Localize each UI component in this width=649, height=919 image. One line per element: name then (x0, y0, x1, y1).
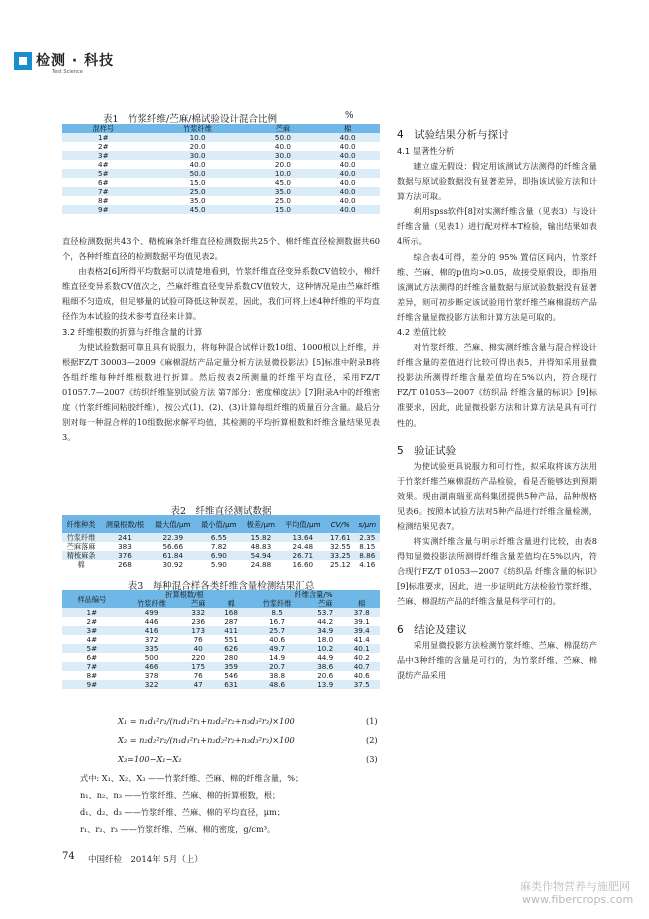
table-cell: 32.55 (326, 542, 355, 551)
table2-row (62, 533, 380, 542)
table-cell: 2# (62, 142, 145, 151)
table2-header: CV/% (330, 519, 350, 529)
table3-row (62, 635, 380, 644)
table-cell: 335 (122, 644, 182, 653)
table-cell: 9# (62, 680, 122, 689)
table-cell: 24.88 (242, 560, 280, 569)
table2-header: 极差/μm (246, 519, 276, 529)
paragraph: 将实测纤维含量与明示纤维含量进行比较，由表8得知显微投影法所测得纤维含量差值均在5%以内，符合现行FZ/T 01053—2007《纺织品 纤维含量的标识》[9]标准要求，因此，进一步证明此方法检验竹浆纤维、苎麻、棉混纺产品的纤维含量是科学可行的。 (397, 536, 597, 607)
table-cell: 56.66 (150, 542, 196, 551)
watermark-url: www.fibercrops.com (522, 893, 634, 906)
table-cell: 8.5 (247, 608, 307, 617)
table-cell: 8.15 (355, 542, 380, 551)
table-cell: 76 (181, 671, 215, 680)
equation-number: (2) (366, 735, 378, 745)
table-cell: 6.90 (196, 551, 242, 560)
table-cell: 40.1 (343, 644, 380, 653)
table-cell: 13.9 (307, 680, 343, 689)
table-cell: 30.92 (150, 560, 196, 569)
table3-group-header: 纤维含量/% (294, 590, 333, 599)
paragraph: 由表格2[6]所得平均数据可以清楚地看到，竹浆纤维直径变异系数CV值较小，棉纤维直径变异系数CV值次之，苎麻纤维直径变异系数CV值较大，这种情况是由苎麻纤维粗细不匀造成，但足够量的试验可降低这种误差，因此，我们可将上述4种纤维的平均直径作为本试验的技术参考直径来计算。 (62, 266, 380, 322)
table-cell: 40.0 (315, 160, 380, 169)
table-cell: 22.39 (150, 533, 196, 542)
table-cell: 40.0 (315, 196, 380, 205)
journal-info: 中国纤检 2014年 5月（上） (88, 855, 203, 865)
table-cell: 45.0 (251, 178, 316, 187)
table-cell: 500 (122, 653, 182, 662)
table-cell: 39.4 (343, 626, 380, 635)
table-cell: 7.82 (196, 542, 242, 551)
table-cell: 280 (215, 653, 247, 662)
table-cell: 竹浆纤维 (62, 533, 100, 542)
table3-subheader: 竹浆纤维 (137, 599, 166, 608)
table-cell: 精梳麻条 (62, 551, 100, 560)
table-cell: 40.0 (315, 169, 380, 178)
table-cell: 173 (181, 626, 215, 635)
table-cell: 35.0 (251, 187, 316, 196)
table-cell: 25.0 (251, 196, 316, 205)
table1-header: 竹浆纤维 (183, 124, 212, 133)
table-cell: 48.83 (242, 542, 280, 551)
table-cell: 376 (100, 551, 149, 560)
table2-header: 最大值/μm (154, 519, 191, 529)
definition-line: 式中: X₁、X₂、X₃ ——竹浆纤维、苎麻、棉的纤维含量，%； (80, 773, 304, 783)
table-cell: 168 (215, 608, 247, 617)
table3-row (62, 680, 380, 689)
definition-line: r₁、r₂、r₃ ——竹浆纤维、苎麻、棉的密度，g/cm³。 (80, 824, 276, 834)
table-cell: 40.7 (343, 662, 380, 671)
paragraph: 利用spss软件[8]对实测纤维含量（见表3）与设计纤维含量（见表1）进行配对样本T检验，输出结果如表4所示。 (397, 206, 597, 247)
table-cell: 15.0 (251, 205, 316, 214)
table3-row (62, 626, 380, 635)
table-cell: 49.7 (247, 644, 307, 653)
table-cell: 38.6 (307, 662, 343, 671)
table-cell: 44.9 (307, 653, 343, 662)
table-cell: 50.0 (251, 133, 316, 142)
table-cell: 466 (122, 662, 182, 671)
table-cell: 3# (62, 626, 122, 635)
table-cell: 20.0 (145, 142, 251, 151)
paragraph: 为使试验更具说服力和可行性，拟采取将该方法用于竹浆纤维苎麻棉混纺产品检验，看是否能够达到预期效果。现由湖南瑞亚高科集团提供5种产品，品种规格见表6。按照本试验方法对5种产品进行纤维含量检测，检测结果见表7。 (397, 460, 597, 531)
table2-caption: 表2 纤维直径测试数据 (170, 506, 272, 517)
table-cell: 2# (62, 617, 122, 626)
table3-row (62, 644, 380, 653)
table-cell: 4# (62, 635, 122, 644)
table-cell: 18.0 (307, 635, 343, 644)
right-text-block (397, 128, 597, 683)
table-cell: 268 (100, 560, 149, 569)
page-number: 74 (62, 851, 75, 862)
table-cell: 3# (62, 151, 145, 160)
table-cell: 175 (181, 662, 215, 671)
table3-group-header: 折算根数/根 (165, 590, 204, 599)
table1-row (62, 205, 380, 214)
table-cell: 241 (100, 533, 149, 542)
table-cell: 16.60 (280, 560, 326, 569)
table3-row (62, 671, 380, 680)
table3-header: 样品编号 (77, 594, 107, 604)
table-cell: 1# (62, 608, 122, 617)
table-cell: 6# (62, 653, 122, 662)
table2-header: 平均值/μm (285, 519, 321, 529)
table1-unit: % (345, 111, 354, 121)
definition-line: d₁、d₂、d₃ ——竹浆纤维、苎麻、棉的平均直径，μm； (80, 807, 286, 817)
table-cell: 40.6 (247, 635, 307, 644)
table-cell: 499 (122, 608, 182, 617)
table-cell: 50.0 (145, 169, 251, 178)
table-cell: 40.0 (251, 142, 316, 151)
table1 (62, 124, 380, 214)
table2-row (62, 542, 380, 551)
table2-header: s/μm (358, 519, 377, 529)
table-cell: 8.86 (355, 551, 380, 560)
subsection-heading: 4.1 显著性分析 (397, 146, 455, 156)
table-cell: 15.82 (242, 533, 280, 542)
table2-header: 纤维种类 (66, 519, 96, 529)
table2-header: 测量根数/根 (105, 519, 145, 529)
table3 (62, 590, 380, 689)
table3-subheader: 苎麻 (191, 599, 206, 608)
table-cell: 236 (181, 617, 215, 626)
paragraph: 建立虚无假设：假定用该测试方法测得的纤维含量数据与原试验数据没有显著差异，即指该试验方法和计算方法可取。 (397, 161, 597, 202)
table-cell: 5.90 (196, 560, 242, 569)
table2-row (62, 560, 380, 569)
table-cell: 13.64 (280, 533, 326, 542)
table-cell: 416 (122, 626, 182, 635)
table-cell: 30.0 (145, 151, 251, 160)
table-cell: 39.1 (343, 617, 380, 626)
table2 (62, 515, 380, 569)
table1-row (62, 178, 380, 187)
table-cell: 37.8 (343, 608, 380, 617)
table-cell: 16.7 (247, 617, 307, 626)
equation-3: X₃=100−X₁−X₂ (118, 754, 182, 764)
table-cell: 45.0 (145, 205, 251, 214)
table-cell: 14.9 (247, 653, 307, 662)
left-text-block (62, 234, 380, 445)
equation-2: X₂ = n₂d₂²r₂/(n₁d₁²r₁+n₂d₂²r₂+n₃d₃²r₃)×100 (118, 735, 295, 745)
table3-subheader: 竹浆纤维 (262, 599, 292, 608)
section-subtitle: Test Science (52, 69, 83, 75)
table1-row (62, 142, 380, 151)
table-cell: 20.0 (251, 160, 316, 169)
table-cell: 30.0 (251, 151, 316, 160)
table-cell: 40.0 (315, 187, 380, 196)
table-cell: 15.0 (145, 178, 251, 187)
paragraph: 综合表4可得，差分的 95% 置信区间内，竹浆纤维、苎麻、棉的p值均>0.05，故接受原假设，即指用该测试方法测得的纤维含量数据与原试验数据没有显著差异，则可初步断定该试验用竹浆纤维苎麻棉混纺产品纤维含量显微投影方法和计算方法是可取的。 (397, 251, 597, 322)
table-cell: 33.25 (326, 551, 355, 560)
table-cell: 5# (62, 644, 122, 653)
subsection-heading: 3.2 纤维根数的折算与纤维含量的计算 (62, 326, 203, 337)
table-cell: 40.0 (315, 178, 380, 187)
table-cell: 40 (181, 644, 215, 653)
table-cell: 41.4 (343, 635, 380, 644)
table-cell: 322 (122, 680, 182, 689)
table-cell: 359 (215, 662, 247, 671)
table-cell: 47 (181, 680, 215, 689)
paragraph: 直径检测数据共43个、精梳麻条纤维直径检测数据共25个、棉纤维直径检测数据共60个，各种纤维直径的检测数据平均值见表2。 (62, 236, 380, 262)
table-cell: 40.0 (315, 133, 380, 142)
table-cell: 20.7 (247, 662, 307, 671)
table-cell: 37.5 (343, 680, 380, 689)
equation-1: X₁ = n₁d₁²r₁/(n₁d₁²r₁+n₂d₂²r₂+n₃d₃²r₃)×100 (118, 716, 295, 726)
definition-line: n₁、n₂、n₃ ——竹浆纤维、苎麻、棉的折算根数，根； (80, 790, 281, 800)
section-heading: 4 试验结果分析与探讨 (397, 129, 509, 141)
table-cell: 34.9 (307, 626, 343, 635)
table-cell: 378 (122, 671, 182, 680)
table-cell: 626 (215, 644, 247, 653)
table-cell: 8# (62, 196, 145, 205)
equation-definitions (80, 770, 380, 838)
watermark-title: 麻类作物营养与施肥网 (520, 880, 630, 893)
table1-header: 苎麻 (275, 124, 291, 133)
table-cell: 10.0 (251, 169, 316, 178)
table-cell: 8# (62, 671, 122, 680)
table-cell: 38.8 (247, 671, 307, 680)
table3-row (62, 617, 380, 626)
table-cell: 25.7 (247, 626, 307, 635)
table3-row (62, 662, 380, 671)
table-cell: 5# (62, 169, 145, 178)
paragraph: 对竹浆纤维、苎麻、棉实测纤维含量与混合样设计纤维含量的差值进行比较可得出表5，并得知采用显微投影法所测得纤维含量差值均在5%以内，符合现行FZ/T 01053—2007《纺织品 纤维含量的标识》[9]标准要求，因此，此显微投影方法和计算方法是具有可行性的。 (397, 342, 597, 428)
table-cell: 287 (215, 617, 247, 626)
section-title: 检测 · 科技 (36, 53, 115, 69)
table-cell: 10.0 (145, 133, 251, 142)
table-cell: 25.12 (326, 560, 355, 569)
table-cell: 411 (215, 626, 247, 635)
table-cell: 332 (181, 608, 215, 617)
table-cell: 546 (215, 671, 247, 680)
table3-row (62, 608, 380, 617)
table-cell: 220 (181, 653, 215, 662)
table-cell: 631 (215, 680, 247, 689)
table-cell: 40.0 (315, 142, 380, 151)
subsection-heading: 4.2 差值比较 (397, 327, 447, 338)
equation-number: (1) (366, 716, 378, 726)
table-cell: 25.0 (145, 187, 251, 196)
table-cell: 40.0 (315, 205, 380, 214)
table-cell: 61.84 (150, 551, 196, 560)
section-heading: 6 结论及建议 (397, 623, 467, 636)
table3-subheader: 苎麻 (318, 599, 333, 608)
journal-logo-icon (14, 52, 32, 70)
table-cell: 40.0 (315, 151, 380, 160)
table-cell: 2.35 (355, 533, 380, 542)
table-cell: 53.7 (307, 608, 343, 617)
table-cell: 7# (62, 662, 122, 671)
paragraph: 采用显微投影方法检测竹浆纤维、苎麻、棉混纺产品中3种纤维的含量是可行的，为竹浆纤维、苎麻、棉混纺产品采用 (397, 639, 597, 680)
table-cell: 17.61 (326, 533, 355, 542)
paragraph: 为使试验数据可靠且具有说服力，将每种混合试样计数10组、1000根以上纤维，并根据FZ/T 30003—2009《麻棉混纺产品定量分析方法显微投影法》[5]标准中附录B将各组纤维每种纤维根数进行折算。然后按表2所测量的纤维平均直径，采用FZ/T 01057.7—2007《纺织纤维鉴别试验方法 第7部分：密度梯度法》[7]附录A中的纤维密度（竹浆纤维同粘胶纤维），按公式(1)、(2)、(3)计算每组纤维的质量百分含量。最后分别对每一种混合样的10组数据求解平均值，其检测的平均折算根数和纤维含量结果见表3。 (62, 341, 380, 443)
table1-row (62, 187, 380, 196)
table1-caption: 表1 竹浆纤维/苎麻/棉试验设计混合比例 (103, 114, 277, 125)
equation-number: (3) (366, 754, 378, 764)
table1-row (62, 133, 380, 142)
table-cell: 76 (181, 635, 215, 644)
table-cell: 54.94 (242, 551, 280, 560)
table3-subheader: 棉 (227, 599, 235, 608)
table-cell: 372 (122, 635, 182, 644)
table1-header: 混样号 (92, 124, 115, 133)
table-cell: 4# (62, 160, 145, 169)
table-cell: 苎麻落麻 (62, 542, 100, 551)
table-cell: 24.48 (280, 542, 326, 551)
table-cell: 6# (62, 178, 145, 187)
table1-header: 棉 (344, 124, 352, 133)
table3-subheader: 棉 (358, 599, 366, 608)
table-cell: 10.2 (307, 644, 343, 653)
table2-row (62, 551, 380, 560)
table3-row (62, 653, 380, 662)
section-heading: 5 验证试验 (397, 444, 457, 457)
table-cell: 1# (62, 133, 145, 142)
table-cell: 383 (100, 542, 149, 551)
table3-caption: 表3 每种混合样各类纤维含量检测结果汇总 (127, 581, 315, 592)
table-cell: 44.2 (307, 617, 343, 626)
table-cell: 48.6 (247, 680, 307, 689)
table1-row (62, 196, 380, 205)
table-cell: 6.55 (196, 533, 242, 542)
table1-row (62, 169, 380, 178)
table-cell: 40.0 (145, 160, 251, 169)
table-cell: 40.6 (343, 671, 380, 680)
table-cell: 35.0 (145, 196, 251, 205)
table-cell: 棉 (62, 560, 100, 569)
table-cell: 9# (62, 205, 145, 214)
table1-row (62, 160, 380, 169)
table1-row (62, 151, 380, 160)
table-cell: 551 (215, 635, 247, 644)
table2-header: 最小值/μm (201, 519, 237, 529)
table-cell: 20.6 (307, 671, 343, 680)
table-cell: 446 (122, 617, 182, 626)
table-cell: 40.2 (343, 653, 380, 662)
table-cell: 26.71 (280, 551, 326, 560)
table-cell: 7# (62, 187, 145, 196)
table-cell: 4.16 (355, 560, 380, 569)
